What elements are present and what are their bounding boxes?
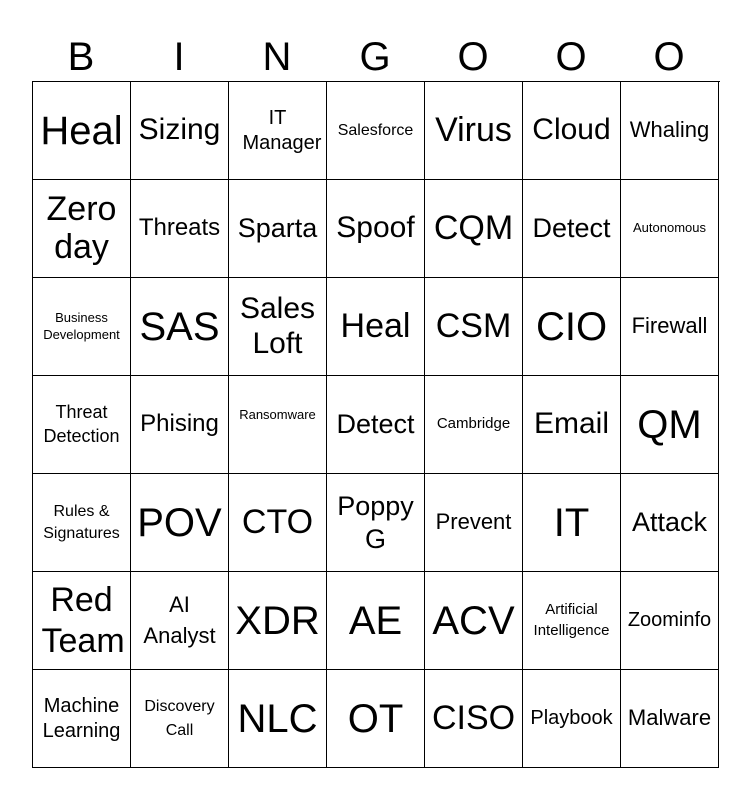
bingo-cell[interactable] [523,180,621,278]
header-letter-o: O [555,35,587,79]
bingo-cell[interactable] [425,278,523,376]
cell-label: Sparta [237,213,318,244]
cell-label: ACV [432,598,515,643]
cell-label: Machine Learning [42,694,121,742]
cell-label: AE [348,598,403,643]
cell-label: NLC [237,696,318,741]
cell-label: Autonomous [633,220,706,236]
bingo-cell[interactable] [33,670,131,768]
bingo-cell[interactable] [621,474,719,572]
bingo-cell[interactable] [229,670,327,768]
bingo-cell[interactable] [621,82,719,180]
cell-label: POV [137,500,222,545]
cell-label: Discovery Call [144,697,215,739]
bingo-cell[interactable] [229,474,327,572]
bingo-cell[interactable] [131,376,229,474]
bingo-cell[interactable] [425,82,523,180]
cell-label: XDR [235,598,320,643]
bingo-cell[interactable] [229,376,327,474]
bingo-cell[interactable] [131,82,229,180]
bingo-cell[interactable] [425,180,523,278]
bingo-cell[interactable] [621,278,719,376]
cell-label: Poppy G [337,491,414,554]
cell-label: Cambridge [436,415,511,433]
bingo-cell[interactable] [33,278,131,376]
bingo-cell[interactable] [327,180,425,278]
cell-label: Heal [340,306,411,345]
bingo-cell[interactable] [327,82,425,180]
bingo-cell[interactable] [33,376,131,474]
bingo-cell[interactable] [33,474,131,572]
cell-label: CTO [241,502,314,541]
bingo-cell[interactable] [425,376,523,474]
bingo-cell[interactable] [131,572,229,670]
cell-label: Red Team [41,580,125,660]
bingo-cell[interactable] [229,82,327,180]
bingo-cell[interactable] [229,278,327,376]
bingo-cell[interactable] [621,670,719,768]
cell-label: IT Manager [242,106,322,154]
cell-label: Zoominfo [627,609,712,631]
cell-label: SAS [139,304,220,349]
cell-label: AI Analyst [143,591,216,648]
bingo-cell[interactable] [33,180,131,278]
bingo-cell[interactable] [523,572,621,670]
cell-label: Threats [138,214,221,242]
header-letter-b: B [67,35,95,79]
cell-label: QM [637,402,702,447]
bingo-cell[interactable] [523,376,621,474]
header-letter-n: N [262,35,292,79]
cell-label: CIO [535,304,608,349]
cell-label: Threat Detection [43,402,120,446]
bingo-cell[interactable] [523,82,621,180]
bingo-cell[interactable] [131,670,229,768]
cell-label: Sizing [138,113,221,147]
cell-label: Business Development [43,309,120,342]
cell-label: Firewall [631,313,708,339]
bingo-cell[interactable] [327,278,425,376]
bingo-cell[interactable] [523,670,621,768]
cell-label: CISO [431,698,516,737]
bingo-cell[interactable] [425,670,523,768]
cell-label: CQM [433,208,514,247]
bingo-cell[interactable] [327,572,425,670]
cell-label: Detect [336,409,415,440]
cell-label: Heal [40,108,123,153]
bingo-cell[interactable] [621,572,719,670]
bingo-cell[interactable] [131,180,229,278]
cell-label: Playbook [530,707,613,729]
bingo-board [32,81,720,768]
cell-label: IT [553,500,590,545]
cell-label: Sales Loft [239,292,316,360]
bingo-cell[interactable] [523,474,621,572]
bingo-header [32,32,720,82]
cell-label: Attack [631,507,708,538]
bingo-cell[interactable] [621,180,719,278]
cell-label: OT [347,696,404,741]
bingo-cell[interactable] [327,474,425,572]
cell-label: Artificial Intelligence [533,601,610,639]
cell-label: Email [533,407,609,441]
header-letter-o: O [457,35,489,79]
header-letter-i: I [173,35,185,79]
bingo-cell[interactable] [229,572,327,670]
cell-label: Virus [435,110,512,149]
bingo-cell[interactable] [327,376,425,474]
cell-label: Ransomware [239,407,316,423]
cell-label: Spoof [336,211,415,245]
cell-label: Cloud [532,113,611,147]
bingo-cell[interactable] [523,278,621,376]
cell-label: Prevent [435,509,512,535]
bingo-cell[interactable] [425,474,523,572]
cell-label: CSM [435,306,512,345]
cell-label: Salesforce [337,121,414,139]
cell-label: Whaling [629,117,710,143]
bingo-cell[interactable] [229,180,327,278]
bingo-cell[interactable] [621,376,719,474]
bingo-cell[interactable] [33,82,131,180]
cell-label: Rules & Signatures [43,502,120,542]
bingo-cell[interactable] [33,572,131,670]
header-letter-g: G [359,35,391,79]
bingo-cell[interactable] [327,670,425,768]
cell-label: Malware [627,705,712,731]
cell-label: Phising [140,410,219,438]
cell-label: Zero day [46,190,117,266]
cell-label: Detect [532,213,611,244]
bingo-cell[interactable] [131,474,229,572]
bingo-cell[interactable] [425,572,523,670]
header-letter-o: O [653,35,685,79]
bingo-cell[interactable] [131,278,229,376]
